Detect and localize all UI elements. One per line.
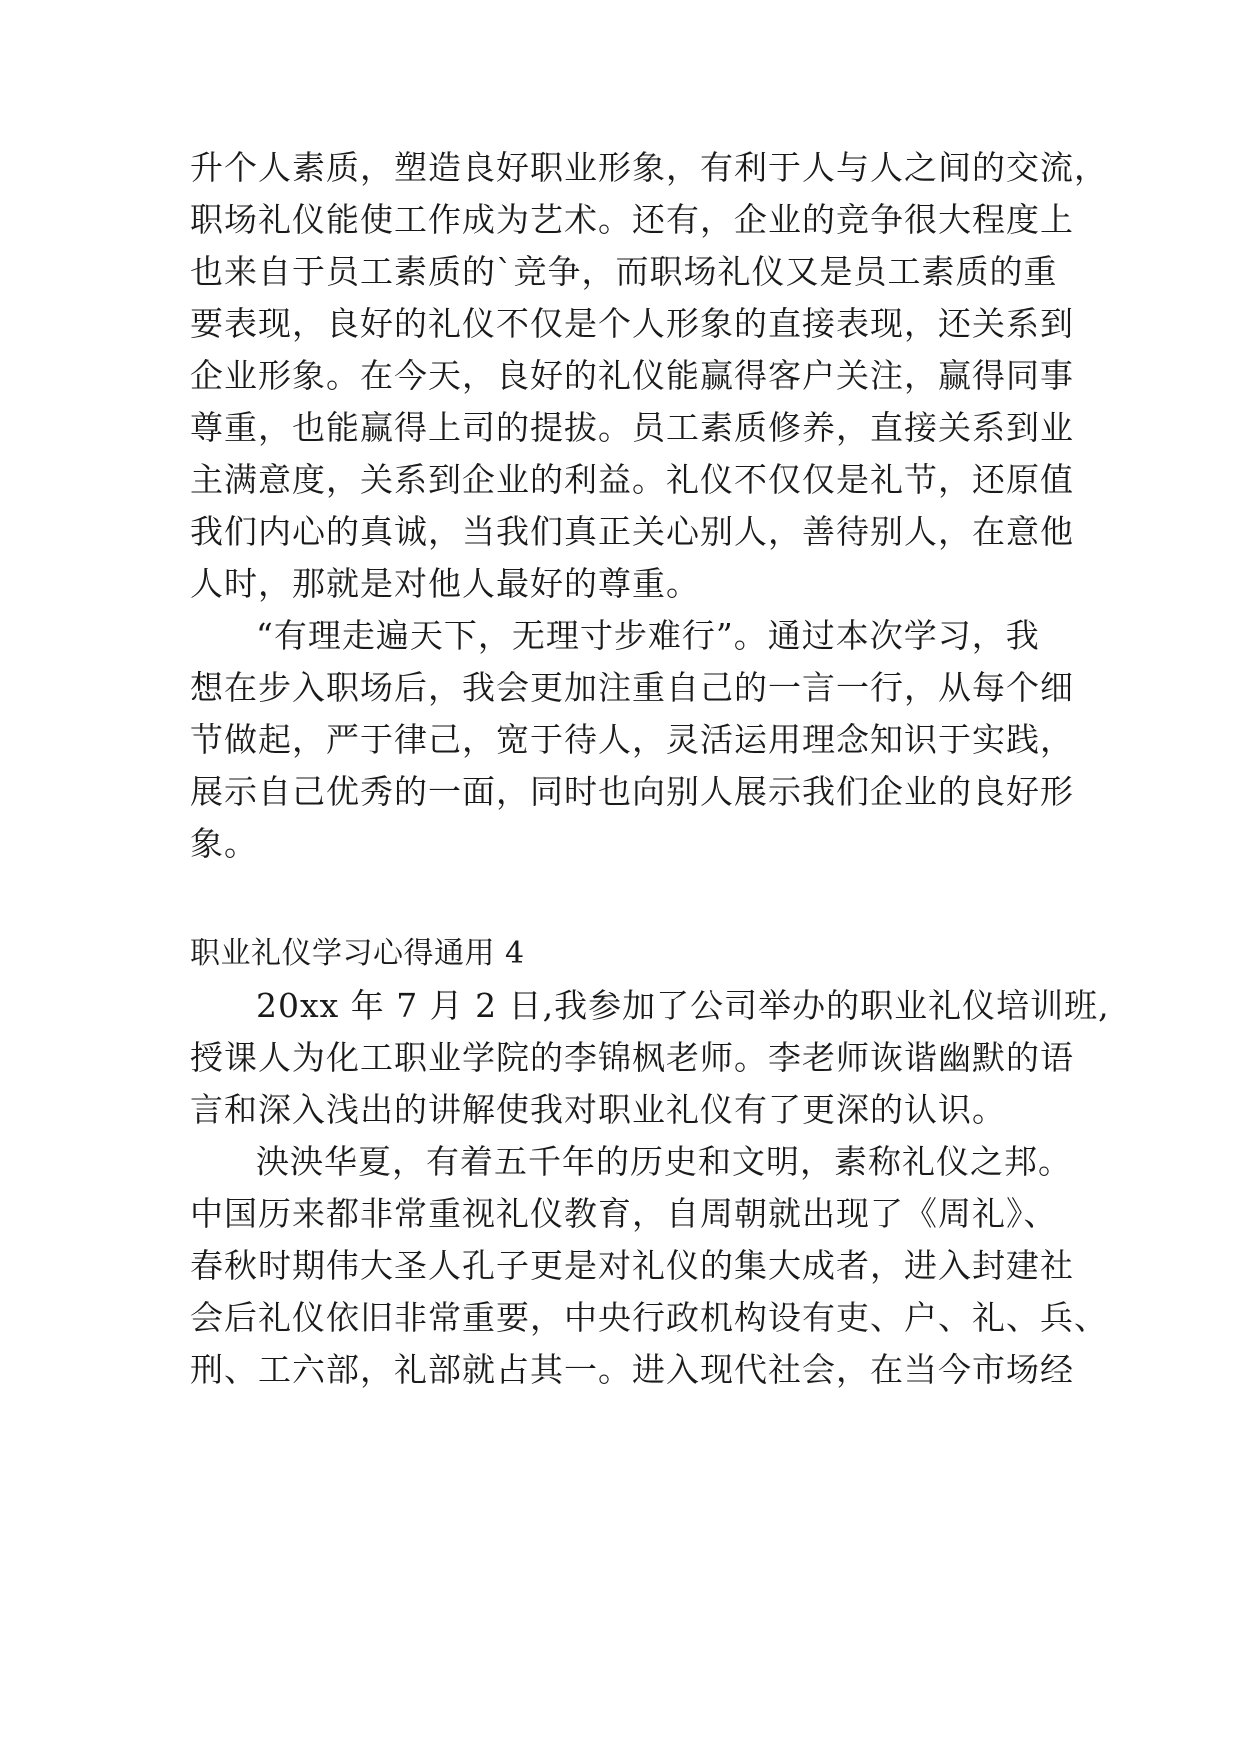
text-line: “有理走遍天下，无理寸步难行”。通过本次学习，我	[256, 616, 1040, 655]
text-line: 中国历来都非常重视礼仪教育，自周朝就出现了《周礼》、	[190, 1194, 1058, 1233]
text-line: 升个人素质，塑造良好职业形象，有利于人与人之间的交流，	[190, 148, 1108, 187]
text-line: 也来自于员工素质的`竞争，而职场礼仪又是员工素质的重	[190, 252, 1058, 291]
text-line: 象。	[190, 824, 258, 863]
text-line: 主满意度，关系到企业的利益。礼仪不仅仅是礼节，还原值	[190, 460, 1074, 499]
text-line: 企业形象。在今天，良好的礼仪能赢得客户关注，赢得同事	[190, 356, 1074, 395]
text-line: 春秋时期伟大圣人孔子更是对礼仪的集大成者，进入封建社	[190, 1246, 1074, 1285]
text-line: 尊重，也能赢得上司的提拔。员工素质修养，直接关系到业	[190, 408, 1074, 447]
text-line: 节做起，严于律己，宽于待人，灵活运用理念知识于实践，	[190, 720, 1074, 759]
text-line: 我们内心的真诚，当我们真正关心别人，善待别人，在意他	[190, 512, 1074, 551]
text-line: 授课人为化工职业学院的李锦枫老师。李老师诙谐幽默的语	[190, 1038, 1074, 1077]
text-line: 职场礼仪能使工作成为艺术。还有，企业的竞争很大程度上	[190, 200, 1074, 239]
text-line: 20xx 年 7 月 2 日,我参加了公司举办的职业礼仪培训班,	[256, 986, 1110, 1025]
section-heading: 职业礼仪学习心得通用 4	[190, 936, 525, 971]
text-line: 要表现，良好的礼仪不仅是个人形象的直接表现，还关系到	[190, 304, 1074, 343]
text-line: 刑、工六部，礼部就占其一。进入现代社会，在当今市场经	[190, 1350, 1074, 1389]
text-line: 想在步入职场后，我会更加注重自己的一言一行，从每个细	[190, 668, 1074, 707]
text-line: 展示自己优秀的一面，同时也向别人展示我们企业的良好形	[190, 772, 1074, 811]
text-line: 言和深入浅出的讲解使我对职业礼仪有了更深的认识。	[190, 1090, 1006, 1129]
text-line: 会后礼仪依旧非常重要，中央行政机构设有吏、户、礼、兵、	[190, 1298, 1108, 1337]
text-line: 人时，那就是对他人最好的尊重。	[190, 564, 700, 603]
text-line: 泱泱华夏，有着五千年的历史和文明，素称礼仪之邦。	[256, 1142, 1072, 1181]
